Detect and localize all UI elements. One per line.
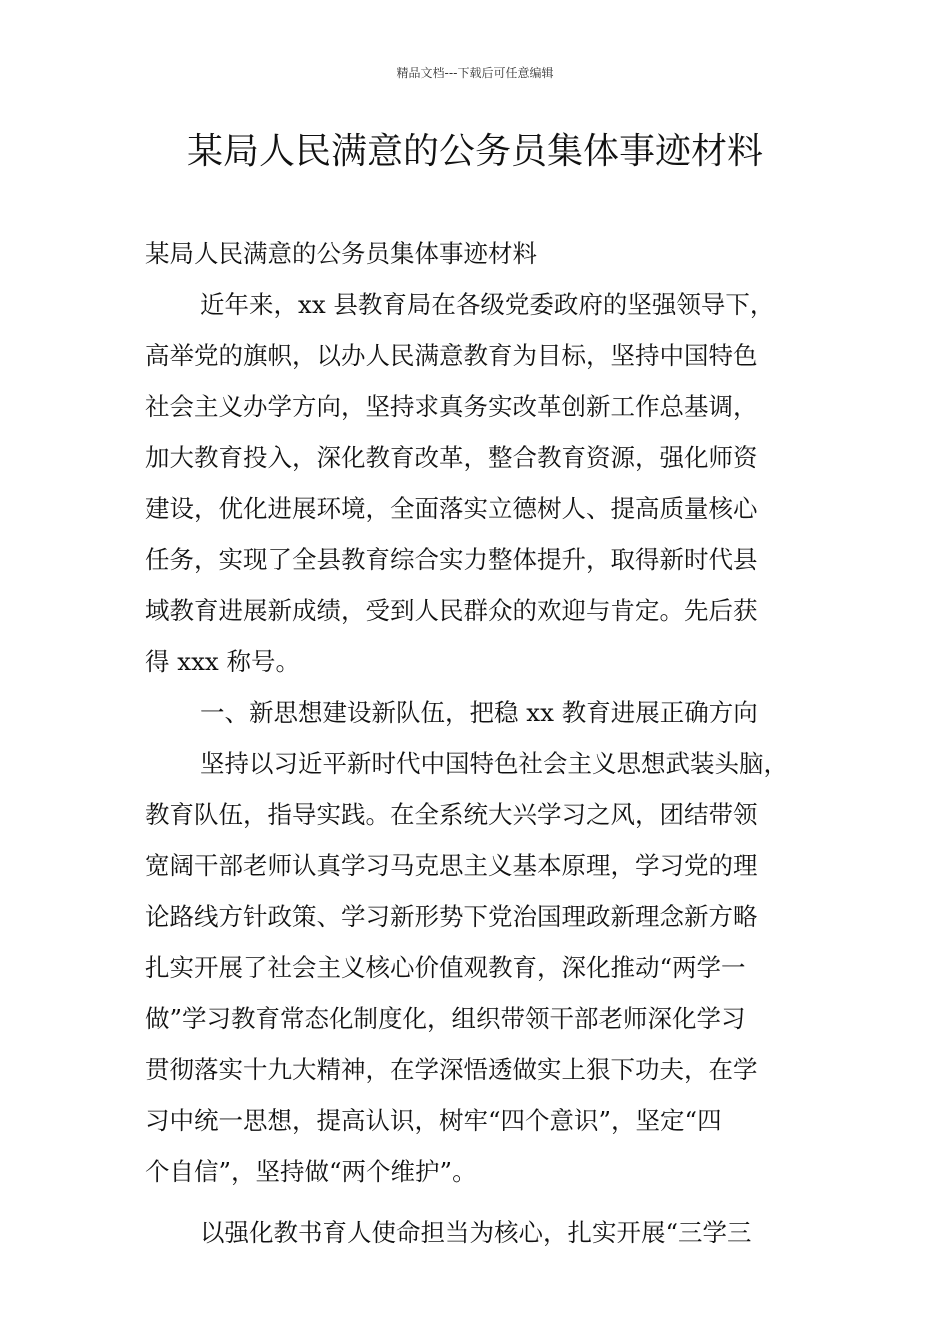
document-title: 某局人民满意的公务员集体事迹材料 [186, 131, 763, 172]
text-line: 任务，实现了全县教育综合实力整体提升，取得新时代县 [145, 545, 758, 574]
paragraph-intro [145, 279, 810, 687]
header-note: 精品文档---下载后可任意编辑 [396, 66, 554, 80]
text-line: 得 xxx 称号。 [145, 647, 301, 676]
text-line: 扎实开展了社会主义核心价值观教育，深化推动“两学一 [145, 953, 746, 982]
body-subtitle: 某局人民满意的公务员集体事迹材料 [145, 239, 537, 268]
text-line: 贯彻落实十九大精神，在学深悟透做实上狠下功夫，在学 [145, 1055, 758, 1084]
text-line: 习中统一思想，提高认识，树牢“四个意识”，坚定“四 [145, 1106, 722, 1135]
text-line: 论路线方针政策、学习新形势下党治国理政新理念新方略 [145, 902, 758, 931]
document-body [145, 228, 810, 1258]
text-line: 近年来，xx 县教育局在各级党委政府的坚强领导下， [200, 290, 775, 319]
paragraph-section-1 [145, 738, 810, 1197]
text-line: 教育队伍，指导实践。在全系统大兴学习之风，团结带领 [145, 800, 758, 829]
text-line: 个自信”，坚持做“两个维护”。 [145, 1157, 477, 1186]
text-line: 做”学习教育常态化制度化，组织带领干部老师深化学习 [145, 1004, 746, 1033]
text-line: 以强化教书育人使命担当为核心，扎实开展“三学三 [200, 1218, 752, 1247]
text-line: 宽阔干部老师认真学习马克思主义基本原理，学习党的理 [145, 851, 758, 880]
text-line: 社会主义办学方向，坚持求真务实改革创新工作总基调， [145, 392, 758, 421]
section-heading-text: 一、新思想建设新队伍，把稳 xx 教育进展正确方向 [200, 698, 758, 727]
paragraph-section-1-cont [145, 1207, 810, 1258]
text-line: 域教育进展新成绩，受到人民群众的欢迎与肯定。先后获 [145, 596, 758, 625]
text-line: 高举党的旗帜，以办人民满意教育为目标，坚持中国特色 [145, 341, 758, 370]
text-line: 建设，优化进展环境，全面落实立德树人、提高质量核心 [145, 494, 758, 523]
text-line: 加大教育投入，深化教育改革，整合教育资源，强化师资 [145, 443, 758, 472]
section-heading-1 [145, 687, 810, 738]
text-line: 坚持以习近平新时代中国特色社会主义思想武装头脑， [200, 749, 788, 778]
